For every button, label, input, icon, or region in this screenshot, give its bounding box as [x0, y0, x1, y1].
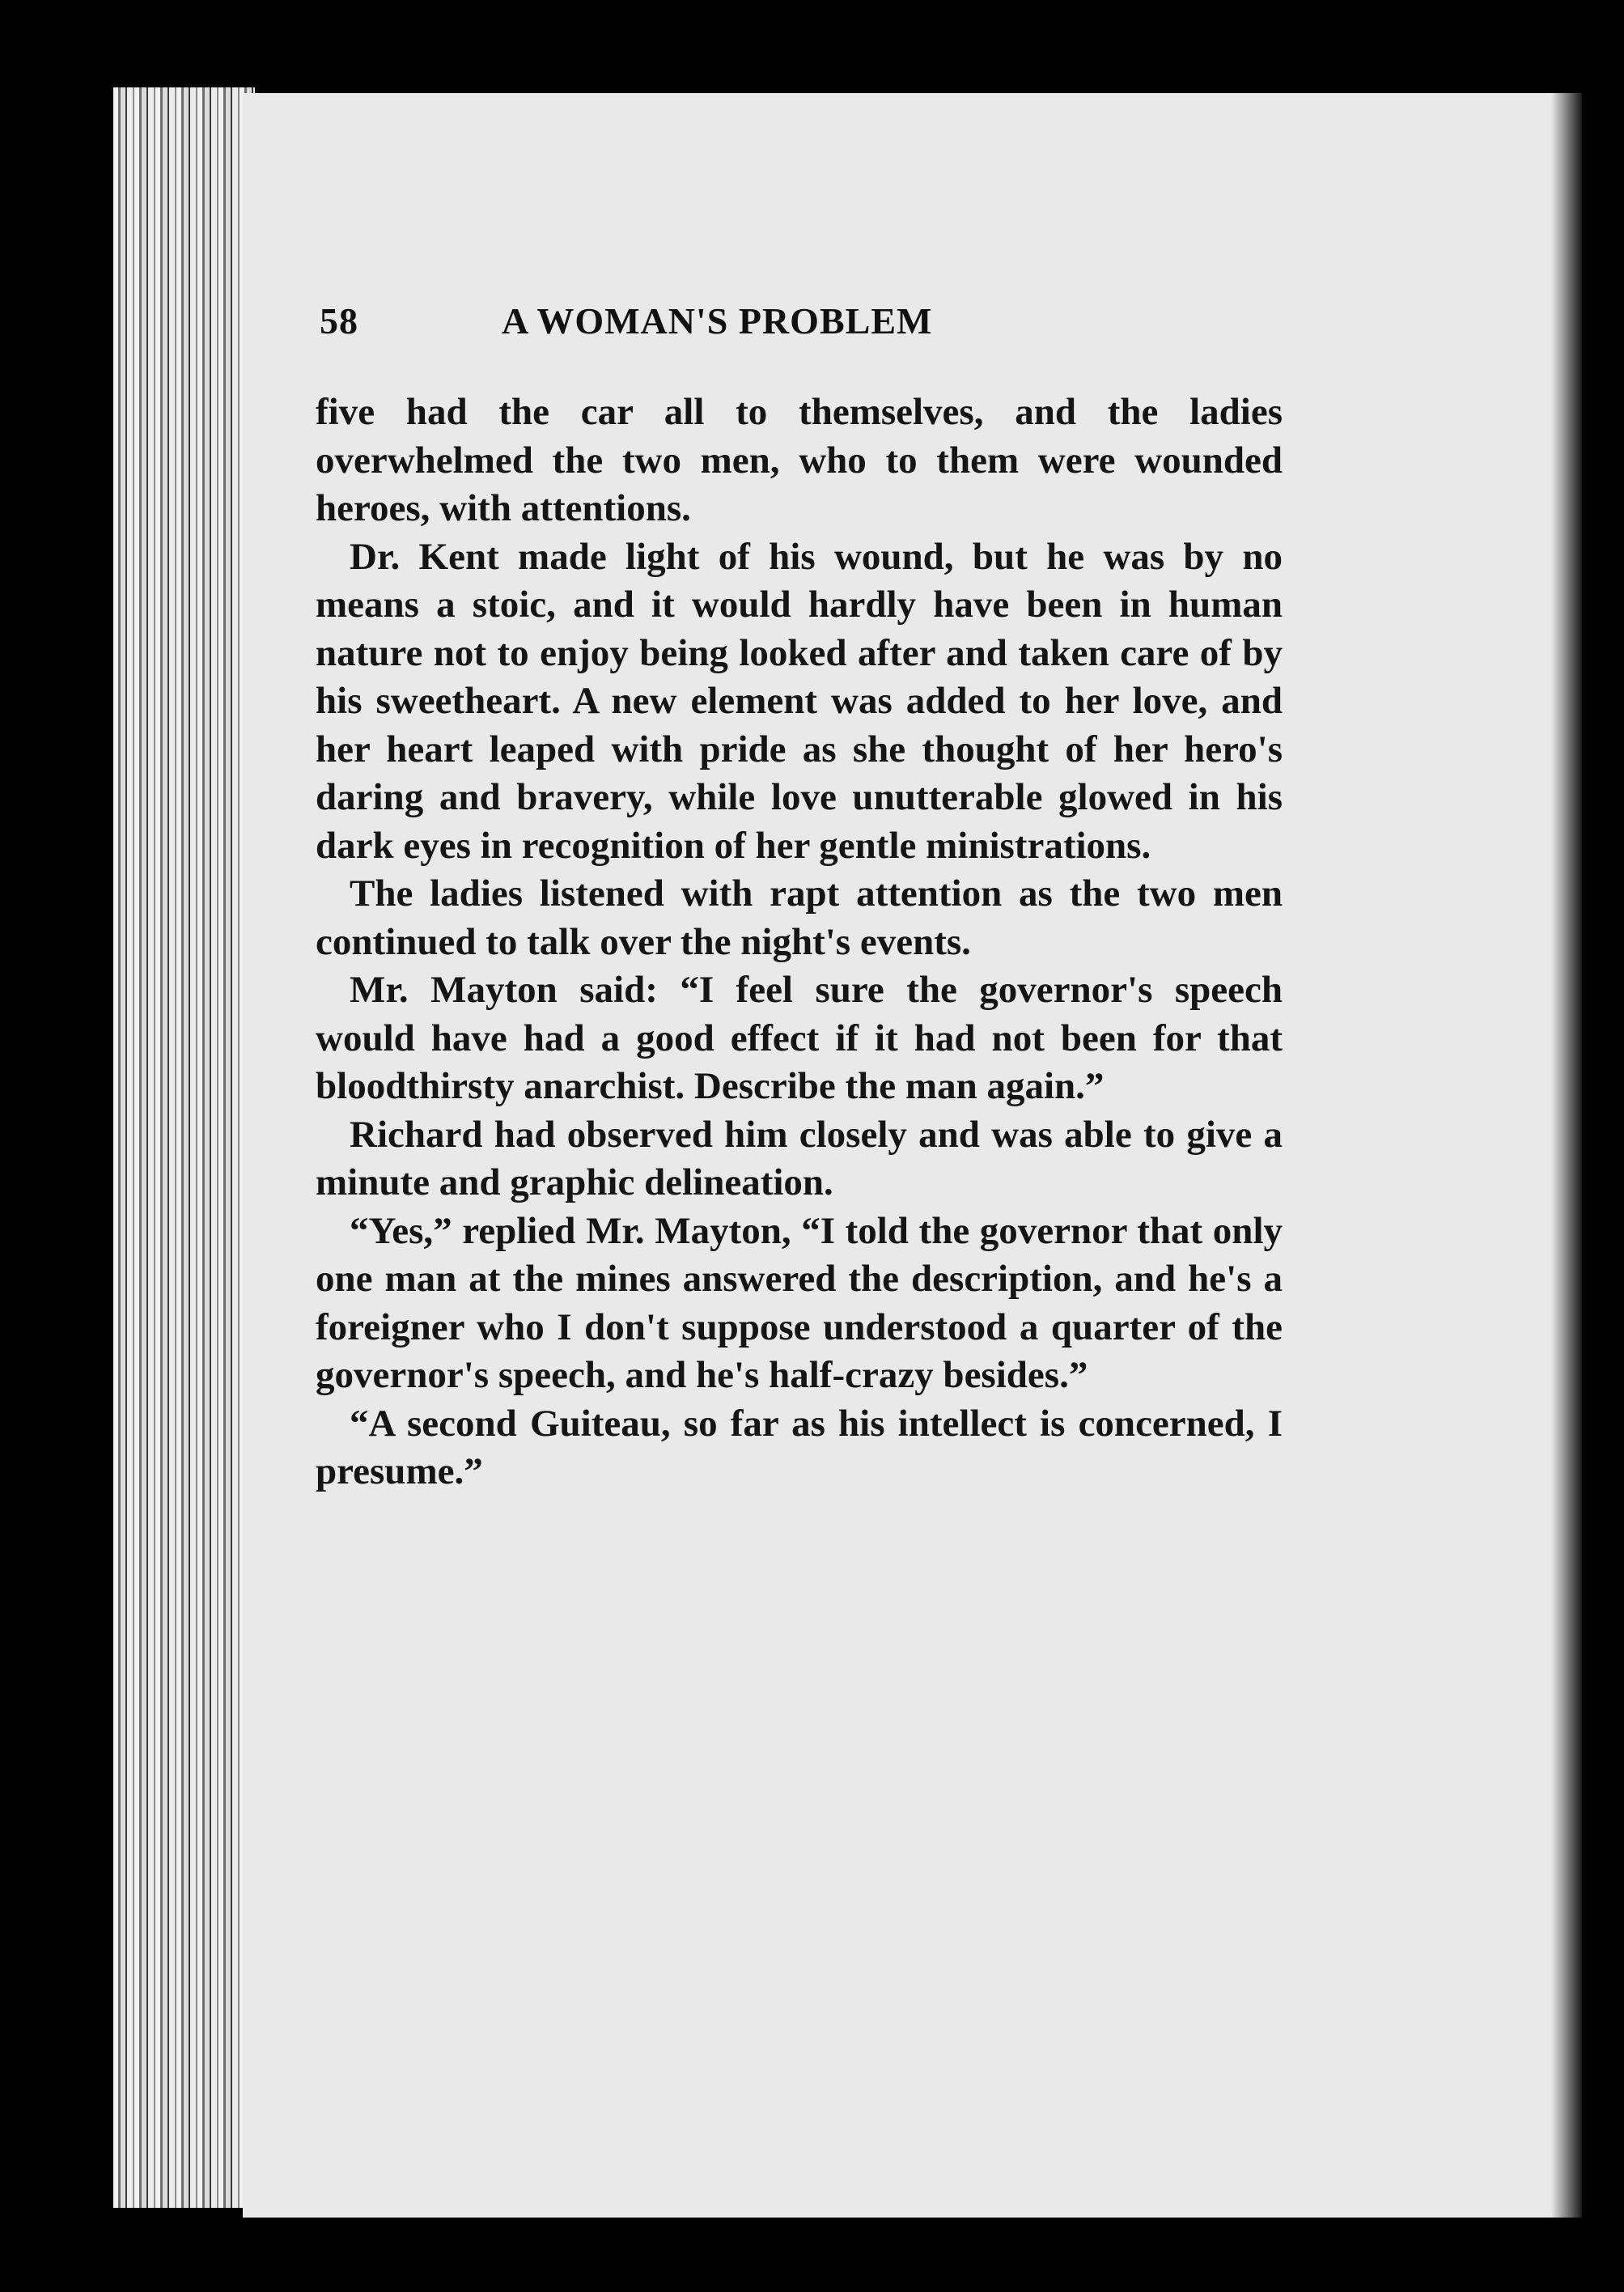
- page-gutter-shadow: [1551, 93, 1582, 2218]
- paragraph: The ladies listened with rapt attention as the two men continued to talk over the night's events.: [316, 872, 1283, 963]
- paragraph: “A second Guiteau, so far as his intellect is concerned, I presume.”: [316, 1402, 1283, 1492]
- book-title: A WOMAN'S PROBLEM: [502, 300, 933, 342]
- page-number: 58: [320, 300, 358, 342]
- paragraph: “Yes,” replied Mr. Mayton, “I told the governor that only one man at the mines answered the description, and he's a foreigner who I don't suppose understood a quarter of the governor's speech, and he's half-crazy besides.”: [316, 1209, 1283, 1396]
- running-head: [320, 299, 1278, 348]
- body-text: [316, 388, 1283, 1496]
- paragraph: Richard had observed him closely and was able to give a minute and graphic delineation.: [316, 1113, 1283, 1203]
- book-page-edges: [113, 87, 255, 2208]
- paragraph: Dr. Kent made light of his wound, but he was by no means a stoic, and it would hardly have been in human nature not to enjoy being looked after and taken care of by his sweetheart. A new element was added to her love, and her heart leaped with pride as she thought of her hero's daring and bravery, while love unutterable glowed in his dark eyes in recognition of her gentle ministrations.: [316, 535, 1283, 867]
- paragraph: five had the car all to themselves, and the ladies overwhelmed the two men, who to them were wounded heroes, with attentions.: [316, 391, 1283, 529]
- paragraph: Mr. Mayton said: “I feel sure the governor's speech would have had a good effect if it had not been for that bloodthirsty anarchist. Describe the man again.”: [316, 969, 1283, 1107]
